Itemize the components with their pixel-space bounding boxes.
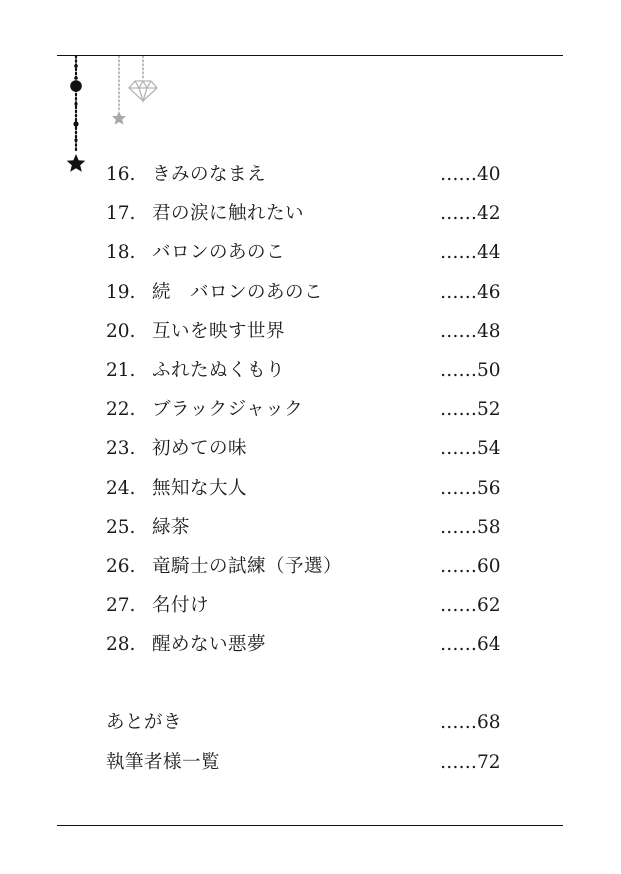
- entry-page: ……50: [440, 359, 501, 381]
- toc-entry: [106, 395, 506, 434]
- toc-entry: [106, 356, 506, 395]
- entry-page: ……42: [440, 203, 501, 225]
- entry-page: ……44: [440, 242, 501, 264]
- dark-chain-ornament: [67, 56, 86, 172]
- toc-extra-entry: [106, 748, 506, 787]
- entry-number: 19.: [106, 281, 136, 303]
- ball-bead: [70, 80, 82, 92]
- entry-title: 無知な大人: [152, 477, 248, 499]
- entry-page: ……46: [440, 281, 501, 303]
- entry-number: 23.: [106, 438, 136, 460]
- toc-entry: [106, 238, 506, 277]
- toc-entry: [106, 630, 506, 669]
- entry-number: 22.: [106, 399, 136, 421]
- toc-entry: [106, 317, 506, 356]
- light-chain-ornament: [112, 56, 126, 125]
- entry-page: ……62: [440, 595, 501, 617]
- entry-page: ……64: [440, 634, 501, 656]
- toc-entry: [106, 199, 506, 238]
- toc-entry: [106, 513, 506, 552]
- entry-title: 醒めない悪夢: [152, 634, 267, 656]
- toc-entry: [106, 278, 506, 317]
- entry-title: 互いを映す世界: [152, 320, 286, 342]
- entry-title: 続 バロンのあのこ: [152, 281, 324, 303]
- entry-number: 24.: [106, 477, 136, 499]
- entry-page: ……52: [440, 399, 501, 421]
- toc-entry: [106, 434, 506, 473]
- entry-number: 16.: [106, 164, 136, 185]
- extra-page: ……68: [440, 712, 501, 734]
- entry-page: ……60: [440, 555, 501, 577]
- toc-entry: [106, 552, 506, 591]
- section-gap: [106, 669, 506, 708]
- entry-title: 緑茶: [152, 516, 191, 538]
- toc-entry: [106, 474, 506, 513]
- entry-number: 28.: [106, 634, 136, 656]
- entry-title: 名付け: [152, 595, 210, 617]
- star-icon: [67, 154, 86, 172]
- extra-page: ……72: [440, 751, 501, 773]
- bottom-rule: [57, 825, 563, 826]
- entry-page: ……56: [440, 477, 501, 499]
- entry-page: ……58: [440, 516, 501, 538]
- extra-title: あとがき: [106, 712, 183, 734]
- toc-entry: [106, 591, 506, 630]
- entry-number: 18.: [106, 242, 136, 264]
- gem-icon: [129, 81, 157, 101]
- entry-title: きみのなまえ: [152, 164, 267, 185]
- entry-title: ふれたぬくもり: [152, 359, 286, 381]
- entry-title: 初めての味: [152, 438, 248, 460]
- table-of-contents: [106, 160, 506, 787]
- entry-title: バロンのあのこ: [152, 242, 286, 264]
- entry-page: ……48: [440, 320, 501, 342]
- entry-number: 21.: [106, 359, 136, 381]
- gem-chain-ornament: [129, 56, 157, 101]
- entry-number: 26.: [106, 555, 136, 577]
- entry-title: 君の涙に触れたい: [152, 203, 305, 225]
- entry-number: 27.: [106, 595, 136, 617]
- entry-number: 20.: [106, 320, 136, 342]
- entry-page: ……54: [440, 438, 501, 460]
- entry-number: 25.: [106, 516, 136, 538]
- entry-title: ブラックジャック: [152, 399, 304, 421]
- toc-extra-entry: [106, 708, 506, 747]
- entry-number: 17.: [106, 203, 136, 225]
- extra-title: 執筆者様一覧: [106, 751, 221, 773]
- entry-title: 竜騎士の試練（予選）: [152, 555, 343, 577]
- star-icon: [112, 111, 126, 125]
- entry-page: ……40: [440, 164, 501, 185]
- toc-entry: [106, 160, 506, 199]
